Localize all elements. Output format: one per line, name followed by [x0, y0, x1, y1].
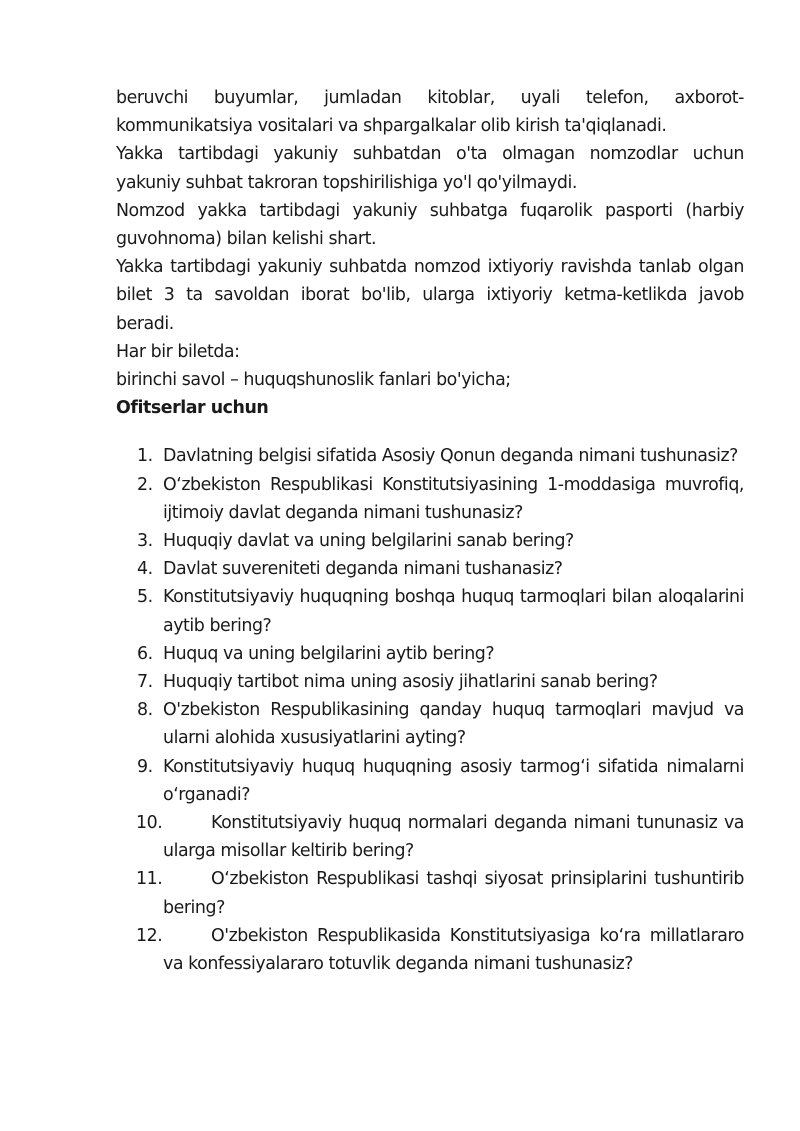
question-number: 3.	[137, 531, 153, 552]
question-text: Konstitutsiyaviy huquqning boshqa huquq tarmoqlari bilan aloqalarini aytib bering?	[163, 587, 744, 636]
question-text: O'zbekiston Respublikasida Konstitutsiyasiga ko‘ra millatlararo va konfessiyalararo totuvlik deganda nimani tushunasiz?	[163, 925, 744, 975]
question-text: O‘zbekiston Respublikasi Konstitutsiyasining 1-moddasiga muvrofiq, ijtimoiy davlat deganda nimani tushunasiz?	[163, 474, 744, 523]
question-text: O‘zbekiston Respublikasi tashqi siyosat prinsiplarini tushuntirib bering?	[163, 869, 744, 918]
question-number: 7.	[137, 672, 153, 693]
question-item	[116, 865, 744, 921]
question-number: 5.	[137, 587, 153, 608]
question-number: 2.	[137, 474, 153, 495]
question-number: 11.	[136, 869, 163, 890]
question-item	[116, 809, 744, 865]
question-text: Huquq va uning belgilarini aytib bering?	[163, 643, 495, 664]
question-item	[116, 640, 744, 668]
question-text: Konstitutsiyaviy huquq normalari deganda nimani tununasiz va ularga misollar keltirib bering?	[163, 813, 744, 862]
question-item	[116, 696, 744, 752]
question-item	[116, 555, 744, 583]
paragraph-passport-requirement: Nomzod yakka tartibdagi yakuniy suhbatga fuqarolik pasporti (harbiy guvohnoma) bilan kelishi shart.	[116, 200, 744, 250]
question-number: 8.	[137, 700, 153, 721]
paragraph-ticket-questions: Yakka tartibdagi yakuniy suhbatda nomzod ixtiyoriy ravishda tanlab olgan bilet 3 ta savoldan iborat bo'lib, ularga ixtiyoriy ketma-ketlikda javob beradi.	[116, 257, 744, 334]
question-number: 12.	[136, 925, 163, 946]
question-text: Davlatning belgisi sifatida Asosiy Qonun deganda nimani tushunasiz?	[163, 446, 738, 467]
question-text: Huquqiy tartibot nima uning asosiy jihatlarini sanab bering?	[163, 672, 658, 693]
question-text: O'zbekiston Respublikasining qanday huquq tarmoqlari mavjud va ularni alohida xususiyatlarini ayting?	[163, 700, 744, 749]
question-item	[116, 753, 744, 809]
paragraph-each-ticket: Har bir biletda:	[116, 341, 240, 362]
question-list	[116, 442, 744, 978]
paragraph-retake-rule: Yakka tartibdagi yakuniy suhbatdan o'ta olmagan nomzodlar uchun yakuniy suhbat takroran topshirilishiga yo'l qo'yilmaydi.	[116, 144, 744, 193]
question-number: 1.	[137, 446, 153, 467]
question-item	[116, 442, 744, 470]
question-number: 4.	[137, 559, 153, 580]
question-text: Konstitutsiyaviy huquq huquqning asosiy tarmog‘i sifatida nimalarni o‘rganadi?	[163, 756, 744, 805]
paragraph-prohibited-items: beruvchi buyumlar, jumladan kitoblar, uyali telefon, axborot-kommunikatsiya vositalari va shpargalkalar olib kirish ta'qiqlanadi.	[116, 88, 744, 137]
paragraph-first-question: birinchi savol – huquqshunoslik fanlari bo'yicha;	[116, 370, 511, 391]
question-number: 6.	[137, 643, 153, 664]
question-text: Davlat suvereniteti deganda nimani tushanasiz?	[163, 559, 563, 580]
question-number: 10.	[136, 813, 163, 834]
question-item	[116, 668, 744, 696]
question-number: 9.	[137, 756, 153, 777]
question-item	[116, 527, 744, 555]
question-item	[116, 583, 744, 639]
section-heading: Ofitserlar uchun	[116, 398, 269, 419]
document-page	[116, 84, 744, 978]
question-text: Huquqiy davlat va uning belgilarini sanab bering?	[163, 531, 574, 552]
question-item	[116, 471, 744, 527]
question-item	[116, 922, 744, 978]
